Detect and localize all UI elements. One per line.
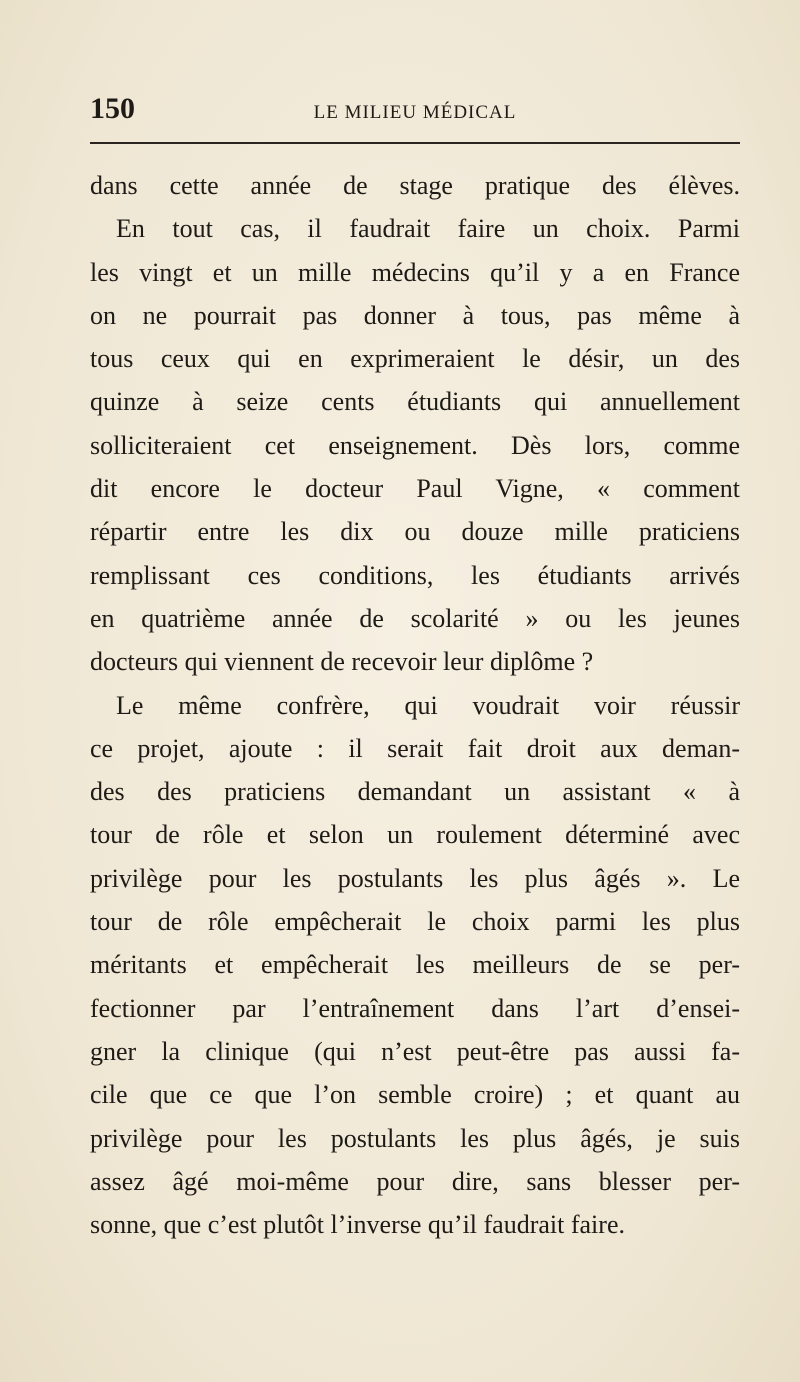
header-rule	[90, 142, 740, 144]
text-line: privilège pour les postulants les plus âgés, je suis	[90, 1123, 740, 1153]
text-line: solliciteraient cet enseignement. Dès lors, comme	[90, 430, 740, 460]
text-line: fectionner par l’entraînement dans l’art d’ensei-	[90, 993, 740, 1023]
text-line: les vingt et un mille médecins qu’il y a en France	[90, 257, 740, 287]
text-line: docteurs qui viennent de recevoir leur diplôme ?	[90, 647, 594, 677]
text-line: répartir entre les dix ou douze mille praticiens	[90, 517, 740, 547]
text-line: remplissant ces conditions, les étudiants arrivés	[90, 560, 740, 590]
text-line: privilège pour les postulants les plus âgés ». Le	[90, 863, 740, 893]
text-line: tous ceux qui en exprimeraient le désir, un des	[90, 344, 740, 374]
running-title: LE MILIEU MÉDICAL	[313, 102, 517, 123]
text-line: en quatrième année de scolarité » ou les jeunes	[90, 603, 740, 633]
page-header	[90, 92, 740, 136]
text-line: dit encore le docteur Paul Vigne, « comment	[90, 474, 740, 504]
page-number: 150	[90, 92, 135, 125]
text-line: En tout cas, il faudrait faire un choix. Parmi	[116, 214, 740, 244]
text-line: méritants et empêcherait les meilleurs de se per-	[90, 950, 740, 980]
text-line: tour de rôle et selon un roulement déterminé avec	[90, 820, 740, 850]
text-line: on ne pourrait pas donner à tous, pas même à	[90, 300, 740, 330]
text-line: quinze à seize cents étudiants qui annuellement	[90, 387, 740, 417]
text-line: Le même confrère, qui voudrait voir réussir	[116, 690, 740, 720]
text-line: sonne, que c’est plutôt l’inverse qu’il faudrait faire.	[90, 1210, 625, 1240]
text-line: dans cette année de stage pratique des élèves.	[90, 171, 740, 200]
text-line: tour de rôle empêcherait le choix parmi les plus	[90, 907, 740, 937]
text-line: cile que ce que l’on semble croire) ; et quant au	[90, 1080, 740, 1110]
text-line: des des praticiens demandant un assistant « à	[90, 777, 740, 807]
text-line: assez âgé moi-même pour dire, sans blesser per-	[90, 1166, 740, 1196]
text-line: gner la clinique (qui n’est peut-être pas aussi fa-	[90, 1036, 740, 1066]
body-text	[90, 164, 740, 1246]
text-line: ce projet, ajoute : il serait fait droit aux deman-	[90, 733, 740, 763]
